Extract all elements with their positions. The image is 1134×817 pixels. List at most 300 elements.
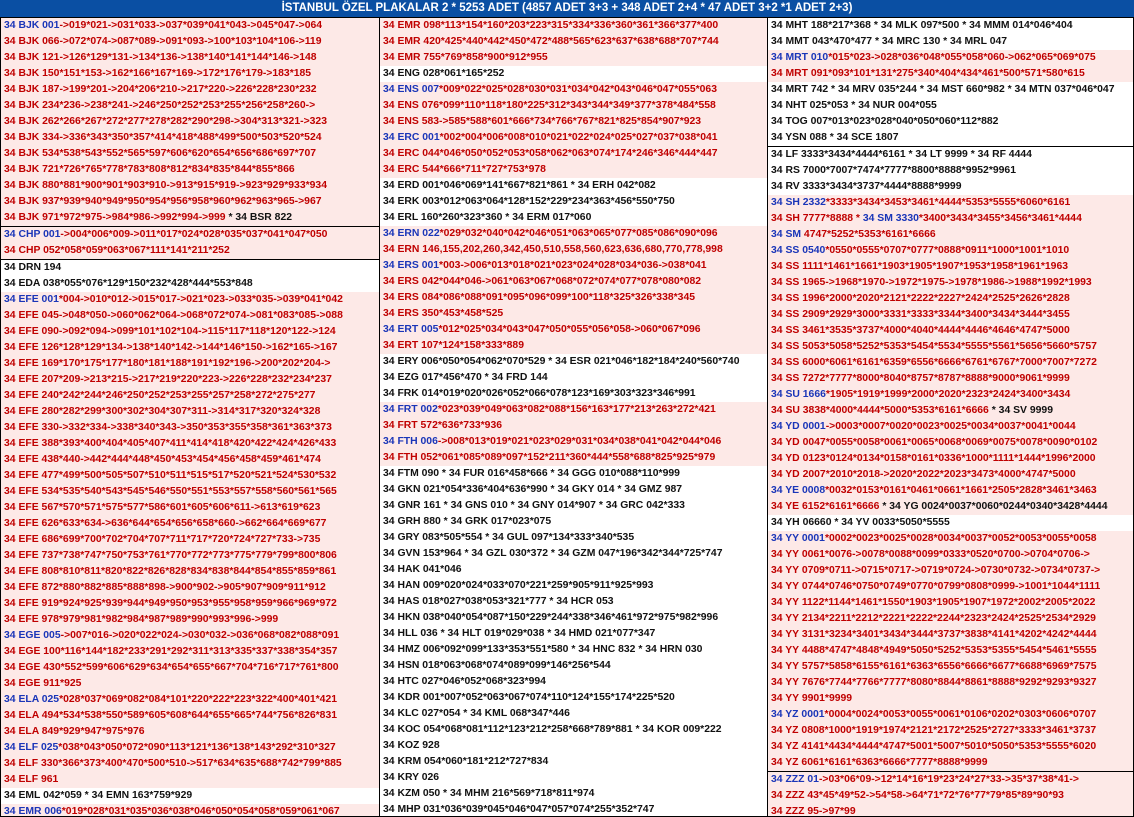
plate-text: *0550*0555*0707*0777*0888*0911*1000*1001*1010 — [825, 245, 1070, 256]
plate-text: 34 ERY 006*050*054*062*070*529 * 34 ESR 021*046*182*184*240*560*740 — [383, 356, 740, 367]
plate-line — [768, 467, 1133, 483]
plate-text: 34 YY 2134*2211*2212*2221*2222*2244*2323*2424*2525*2534*2929 — [771, 613, 1096, 624]
plate-line — [380, 530, 767, 546]
plate-line — [380, 130, 767, 146]
plate-line — [380, 482, 767, 498]
plate-text: 34 ERC 544*666*711*727*753*978 — [383, 164, 546, 175]
plate-text: 34 ERK 003*012*063*064*128*152*229*234*363*456*550*750 — [383, 196, 675, 207]
plate-group — [768, 147, 1133, 772]
plate-text: 34 SM 3330 — [862, 213, 919, 224]
plate-line — [768, 531, 1133, 547]
plate-text: 34 EFE 388*393*400*404*405*407*411*414*418*420*422*424*426*433 — [4, 438, 337, 449]
plate-text: 34 FRT 002 — [383, 404, 438, 415]
plate-line — [768, 675, 1133, 691]
plate-line — [380, 418, 767, 434]
plate-line — [1, 388, 379, 404]
plate-text: 34 DRN 194 — [4, 262, 62, 273]
plate-text: 34 YY 0744*0746*0750*0749*0770*0799*0808*0999->1001*1044*1111 — [771, 581, 1101, 592]
plate-line — [380, 178, 767, 194]
plate-line — [1, 644, 379, 660]
plate-line — [768, 723, 1133, 739]
plate-line — [768, 355, 1133, 371]
plate-text: 34 BJK 187->199*201->204*206*210->217*220->226*228*230*232 — [4, 84, 317, 95]
plate-line — [380, 578, 767, 594]
plate-text: 34 SM — [771, 229, 802, 240]
plate-text: 34 HAS 018*027*038*053*321*777 * 34 HCR 053 — [383, 596, 614, 607]
plate-text: 34 SS 3461*3535*3737*4000*4040*4444*4446*4646*4747*5000 — [771, 325, 1070, 336]
plate-text: *029*032*040*042*046*051*063*065*077*085*086*090*096 — [439, 228, 718, 239]
plate-line — [1, 227, 379, 243]
plate-line — [768, 755, 1133, 771]
plate-text: 34 BJK 534*538*543*552*565*597*606*620*654*656*686*697*707 — [4, 148, 317, 159]
plate-text: 34 SU 1666 — [771, 389, 826, 400]
plate-text: 34 EFE 045->048*050->060*062*064->068*072*074->081*083*085->088 — [4, 310, 343, 321]
plate-line — [1, 516, 379, 532]
plate-text: ->004*006*009->011*017*024*028*035*037*041*047*050 — [60, 229, 328, 240]
plate-text: 34 EGE 911*925 — [4, 678, 82, 689]
plate-group — [1, 260, 379, 816]
plate-line — [380, 754, 767, 770]
plate-line — [768, 403, 1133, 419]
plate-text: 34 EFE 872*880*882*885*888*898->900*902->905*907*909*911*912 — [4, 582, 326, 593]
plate-line — [380, 354, 767, 370]
plate-text: 34 KRY 026 — [383, 772, 440, 783]
plate-text: 34 ZZZ 43*45*49*52->54*58->64*71*72*76*77*79*85*89*90*93 — [771, 790, 1064, 801]
plate-text: 34 YY 3131*3234*3401*3434*3444*3737*3838*4141*4202*4242*4444 — [771, 629, 1097, 640]
plate-text: 34 MHP 031*036*039*045*046*047*057*074*255*352*747 — [383, 804, 655, 815]
plate-text: 34 EFE 919*924*925*939*944*949*950*953*955*958*959*966*969*972 — [4, 598, 337, 609]
plate-text: 34 BJK 721*726*765*778*783*808*812*834*835*844*855*866 — [4, 164, 295, 175]
plate-text: 34 ERT 107*124*158*333*889 — [383, 340, 524, 351]
plate-text: 34 MRT 091*093*101*131*275*340*404*434*461*500*571*580*615 — [771, 68, 1085, 79]
plate-line — [1, 292, 379, 308]
plate-text: 34 YY 0061*0076->0078*0088*0099*0333*0520*0700->0704*0706-> — [771, 549, 1090, 560]
plate-text: 34 EGE 100*116*144*182*233*291*292*311*313*335*337*338*354*357 — [4, 646, 338, 657]
plate-line — [380, 258, 767, 274]
plate-line — [380, 226, 767, 242]
plate-text: *019*028*031*035*036*038*046*050*054*058*059*061*067 — [61, 806, 340, 816]
plate-line — [380, 242, 767, 258]
plate-line — [1, 98, 379, 114]
plate-line — [380, 802, 767, 816]
plate-text: 34 HMZ 006*092*099*133*353*551*580 * 34 HNC 832 * 34 HRN 030 — [383, 644, 703, 655]
plate-text: 34 EGE 430*552*599*606*629*634*654*655*667*704*716*717*761*800 — [4, 662, 339, 673]
plate-line — [1, 114, 379, 130]
plate-text: 34 GKN 021*054*336*404*636*990 * 34 GKY 014 * 34 GMZ 987 — [383, 484, 683, 495]
plate-line — [1, 564, 379, 580]
plate-line — [1, 436, 379, 452]
plate-line — [380, 786, 767, 802]
plate-line — [1, 420, 379, 436]
plate-line — [1, 146, 379, 162]
plate-line — [768, 82, 1133, 98]
plate-line — [380, 626, 767, 642]
plate-text: 34 YE 6152*6161*6666 — [771, 501, 880, 512]
plate-text: 34 BJK 971*972*975->984*986->992*994->999 — [4, 212, 226, 223]
plate-text: 34 EMR 755*769*858*900*912*955 — [383, 52, 548, 63]
plate-line — [768, 163, 1133, 179]
plate-text: 34 YH 06660 * 34 YV 0033*5050*5555 — [771, 517, 950, 528]
plate-text: 34 KDR 001*007*052*063*067*074*110*124*155*174*225*520 — [383, 692, 675, 703]
plate-text: 34 ERT 005 — [383, 324, 439, 335]
plate-text: 34 GRY 083*505*554 * 34 GUL 097*134*333*340*535 — [383, 532, 635, 543]
plate-text: 34 ERC 001 — [383, 132, 440, 143]
plate-text: 34 HAN 009*020*024*033*070*221*259*905*911*925*993 — [383, 580, 654, 591]
plate-text: ->008*013*019*021*023*029*031*034*038*041*042*044*046 — [437, 436, 722, 447]
plate-line — [380, 18, 767, 34]
plate-text: 34 ERS 084*086*088*091*095*096*099*100*118*325*326*338*345 — [383, 292, 696, 303]
plate-line — [380, 370, 767, 386]
plate-line — [380, 338, 767, 354]
plate-text: 34 LF 3333*3434*4444*6161 * 34 LT 9999 * 34 RF 4444 — [771, 149, 1032, 160]
plate-line — [1, 500, 379, 516]
plate-text: 34 EFE 477*499*500*505*507*510*511*515*517*520*521*524*530*532 — [4, 470, 337, 481]
plate-text: 34 HLL 036 * 34 HLT 019*029*038 * 34 HMD 021*077*347 — [383, 628, 656, 639]
plate-text: 34 YSN 088 * 34 SCE 1807 — [771, 132, 899, 143]
plate-text: 34 EFE 567*570*571*575*577*586*601*605*606*611->613*619*623 — [4, 502, 321, 513]
plate-line — [768, 611, 1133, 627]
plate-column-1 — [1, 18, 380, 816]
plate-line — [768, 804, 1133, 816]
plate-line — [380, 594, 767, 610]
plate-text: 34 ERN 022 — [383, 228, 440, 239]
plate-text: 34 ENS 007 — [383, 84, 440, 95]
page-title: İSTANBUL ÖZEL PLAKALAR 2 * 5253 ADET (4857 ADET 3+3 + 348 ADET 2+4 * 47 ADET 3+2 *1 ADET 2+3) — [281, 2, 853, 14]
plate-line — [380, 770, 767, 786]
plate-text: *1905*1919*1999*2000*2020*2323*2424*3400*3434 — [825, 389, 1071, 400]
plate-line — [1, 324, 379, 340]
plate-text: 34 HKN 038*040*054*087*150*229*244*338*346*461*972*975*982*996 — [383, 612, 719, 623]
plate-line — [380, 114, 767, 130]
plate-line — [768, 50, 1133, 66]
plate-text: *012*025*034*043*047*050*055*056*058->060*067*096 — [438, 324, 701, 335]
plate-line — [1, 676, 379, 692]
plate-line — [380, 450, 767, 466]
plate-line — [768, 643, 1133, 659]
plate-text: 34 ENS 583->585*588*601*666*734*766*767*821*825*854*907*923 — [383, 116, 702, 127]
plate-line — [768, 371, 1133, 387]
plate-text: 34 SS 5053*5058*5252*5353*5454*5534*5555*5561*5656*5660*5757 — [771, 341, 1097, 352]
plate-line — [768, 98, 1133, 114]
plate-text: 34 EFE 686*699*700*702*704*707*711*717*720*724*727*733->735 — [4, 534, 321, 545]
plate-text: *028*037*069*082*084*101*220*222*223*322*400*401*421 — [59, 694, 338, 705]
plate-text: 34 EFE 808*810*811*820*822*826*828*834*838*844*854*855*859*861 — [4, 566, 337, 577]
plate-text: 34 KOZ 928 — [383, 740, 440, 751]
plate-line — [768, 739, 1133, 755]
plate-line — [768, 387, 1133, 403]
plate-text: 34 EFE 169*170*175*177*180*181*188*191*192*196->200*202*204-> — [4, 358, 331, 369]
plate-text: 34 HAK 041*046 — [383, 564, 462, 575]
plate-line — [380, 562, 767, 578]
plate-line — [768, 627, 1133, 643]
plate-line — [380, 146, 767, 162]
plate-line — [380, 98, 767, 114]
plate-text: 34 YD 0001 — [771, 421, 826, 432]
plate-text: 34 SS 1996*2000*2020*2121*2222*2227*2424*2525*2626*2828 — [771, 293, 1070, 304]
plate-text: 34 BJK 262*266*267*272*277*278*282*290*298->304*313*321->323 — [4, 116, 327, 127]
plate-line — [1, 548, 379, 564]
plate-line — [768, 211, 1133, 227]
plate-text: 34 EML 042*059 * 34 EMN 163*759*929 — [4, 790, 193, 801]
plate-text: ->0003*0007*0020*0023*0025*0034*0037*0041*0044 — [825, 421, 1076, 432]
plate-line — [768, 772, 1133, 788]
plate-text: 34 KRM 054*060*181*212*727*834 — [383, 756, 549, 767]
plate-line — [380, 194, 767, 210]
plate-group — [768, 772, 1133, 816]
plate-line — [380, 546, 767, 562]
plate-line — [1, 260, 379, 276]
plate-text: 34 YZ 4141*4434*4444*4747*5001*5007*5010*5050*5353*5555*6020 — [771, 741, 1097, 752]
plate-line — [380, 658, 767, 674]
plate-text: 34 ZZZ 01 — [771, 774, 819, 785]
plate-line — [380, 162, 767, 178]
plate-text: 34 HTC 027*046*052*068*323*994 — [383, 676, 546, 687]
plate-line — [1, 612, 379, 628]
plate-text: 34 KOC 054*068*081*112*123*212*258*668*789*881 * 34 KOR 009*222 — [383, 724, 722, 735]
plate-line — [1, 340, 379, 356]
plate-text: 34 EFE 126*128*129*134->138*140*142->144*146*150->162*165->167 — [4, 342, 338, 353]
plate-text: ->007*016->020*022*024->030*032->036*068*082*088*091 — [60, 630, 340, 641]
plate-text: 34 EZG 017*456*470 * 34 FRD 144 — [383, 372, 548, 383]
plate-line — [380, 66, 767, 82]
plate-text: 34 BJK 937*939*940*949*950*954*956*958*960*962*963*965->967 — [4, 196, 322, 207]
plate-text: 34 CHP 052*058*059*063*067*111*141*211*252 — [4, 245, 230, 256]
plate-line — [768, 483, 1133, 499]
plate-line — [1, 372, 379, 388]
plate-line — [1, 740, 379, 756]
plate-line — [768, 691, 1133, 707]
plate-text: 34 ERS 042*044*046->061*063*067*068*072*074*077*078*080*082 — [383, 276, 702, 287]
plate-text: 34 ELA 494*534*538*550*589*605*608*644*655*665*744*756*826*831 — [4, 710, 338, 721]
plate-line — [768, 435, 1133, 451]
plate-text: 34 FRK 014*019*020*026*052*066*078*123*169*303*323*346*991 — [383, 388, 696, 399]
plate-line — [768, 595, 1133, 611]
plate-line — [380, 290, 767, 306]
plate-text: *023*039*049*063*082*088*156*163*177*213*263*272*421 — [437, 404, 716, 415]
plate-text: 34 YZ 0808*1000*1919*1974*2121*2172*2525*2727*3333*3461*3737 — [771, 725, 1097, 736]
plate-text: 34 YY 9901*9999 — [771, 693, 853, 704]
plate-column-3 — [768, 18, 1133, 816]
plate-text: 34 YY 7676*7744*7766*7777*8080*8844*8861*8888*9292*9293*9327 — [771, 677, 1097, 688]
plate-text: 34 SH 7777*8888 * — [771, 213, 863, 224]
plate-column-2 — [380, 18, 768, 816]
plate-text: 34 ELF 961 — [4, 774, 59, 785]
plate-line — [768, 579, 1133, 595]
plate-text: 34 SU 3838*4000*4444*5000*5353*6161*6666 — [771, 405, 989, 416]
plate-group — [1, 18, 379, 227]
plate-line — [380, 722, 767, 738]
plate-text: 34 EDA 038*055*076*129*150*232*428*444*553*848 — [4, 278, 253, 289]
plate-text: 34 FTH 052*061*085*089*097*152*211*360*444*558*688*825*925*979 — [383, 452, 716, 463]
plate-line — [768, 195, 1133, 211]
plate-line — [1, 708, 379, 724]
plate-text: 34 KZM 050 * 34 MHM 216*569*718*811*974 — [383, 788, 595, 799]
plate-line — [380, 50, 767, 66]
plate-text: 34 BJK 150*151*153->162*166*167*169->172*176*179->183*185 — [4, 68, 312, 79]
plate-text: 34 RS 7000*7007*7474*7777*8800*8888*9952*9961 — [771, 165, 1016, 176]
plate-line — [380, 322, 767, 338]
plate-text: *0002*0023*0025*0028*0034*0037*0052*0053*0055*0058 — [824, 533, 1097, 544]
plate-line — [1, 82, 379, 98]
plate-text: 34 BJK 234*236->238*241->246*250*252*253*255*256*258*260-> — [4, 100, 316, 111]
plate-text: 34 ERC 044*046*050*052*053*058*062*063*074*174*246*346*444*447 — [383, 148, 718, 159]
plate-text: 34 YY 0001 — [771, 533, 825, 544]
plate-line — [1, 50, 379, 66]
plate-line — [768, 179, 1133, 195]
plate-line — [380, 34, 767, 50]
plate-text: *009*022*025*028*030*031*034*042*043*046*047*055*063 — [439, 84, 717, 95]
plate-text: 34 KLC 027*054 * 34 KML 068*347*446 — [383, 708, 570, 719]
plate-line — [768, 547, 1133, 563]
plate-line — [768, 18, 1133, 34]
plate-line — [1, 580, 379, 596]
plate-text: 34 EFE 737*738*747*750*753*761*770*772*773*775*779*799*800*806 — [4, 550, 337, 561]
plate-line — [1, 468, 379, 484]
plate-list-table — [0, 17, 1134, 817]
plate-text: * 34 SV 9999 — [988, 405, 1053, 416]
plate-text: 34 BJK 001 — [4, 20, 60, 31]
plate-text: 34 EMR 420*425*440*442*450*472*488*565*623*637*638*688*707*744 — [383, 36, 719, 47]
plate-text: 34 SS 0540 — [771, 245, 826, 256]
plate-line — [1, 628, 379, 644]
plate-text: 34 GVN 153*964 * 34 GZL 030*372 * 34 GZM 047*196*342*344*725*747 — [383, 548, 723, 559]
plate-line — [1, 130, 379, 146]
plate-text: 34 MMT 043*470*477 * 34 MRC 130 * 34 MRL 047 — [771, 36, 1008, 47]
plate-line — [768, 259, 1133, 275]
plate-text: 34 YY 5757*5858*6155*6161*6363*6556*6666*6677*6688*6969*7575 — [771, 661, 1097, 672]
plate-line — [1, 178, 379, 194]
plate-line — [380, 402, 767, 418]
plate-line — [1, 18, 379, 34]
plate-text: 34 GRH 880 * 34 GRK 017*023*075 — [383, 516, 552, 527]
plate-text: 34 EFE 626*633*634->636*644*654*656*658*660->662*664*669*677 — [4, 518, 327, 529]
plate-line — [1, 756, 379, 772]
plate-line — [768, 130, 1133, 146]
plate-text: 34 RV 3333*3434*3737*4444*8888*9999 — [771, 181, 962, 192]
plate-text: 34 YD 0047*0055*0058*0061*0065*0068*0069*0075*0078*0090*0102 — [771, 437, 1098, 448]
plate-text: 34 ERL 160*260*323*360 * 34 ERM 017*060 — [383, 212, 592, 223]
plate-text: 34 MHT 188*217*368 * 34 MLK 097*500 * 34 MMM 014*046*404 — [771, 20, 1073, 31]
plate-line — [768, 451, 1133, 467]
plate-text: 34 YY 0709*0711->0715*0717->0719*0724->0730*0732->0734*0737-> — [771, 565, 1101, 576]
plate-line — [768, 34, 1133, 50]
plate-line — [380, 274, 767, 290]
plate-line — [380, 738, 767, 754]
plate-line — [1, 162, 379, 178]
plate-text: 34 EGE 005 — [4, 630, 61, 641]
plate-line — [768, 659, 1133, 675]
plate-text: 34 EMR 006 — [4, 806, 62, 816]
plate-line — [380, 706, 767, 722]
plate-text: 34 YZ 6061*6161*6363*6666*7777*8888*9999 — [771, 757, 988, 768]
plate-text: 34 ENS 076*099*110*118*180*225*312*343*344*349*377*378*484*558 — [383, 100, 716, 111]
plate-line — [380, 610, 767, 626]
plate-line — [768, 323, 1133, 339]
plate-text: 34 FTH 006 — [383, 436, 438, 447]
plate-line — [1, 276, 379, 292]
plate-line — [380, 210, 767, 226]
plate-line — [1, 724, 379, 740]
plate-line — [768, 419, 1133, 435]
plate-line — [1, 356, 379, 372]
plate-line — [1, 404, 379, 420]
plate-line — [380, 642, 767, 658]
plate-text: 34 ERN 146,155,202,260,342,450,510,558,560,623,636,680,770,778,998 — [383, 244, 723, 255]
plate-text: *3400*3434*3455*3456*3461*4444 — [918, 213, 1082, 224]
plate-line — [768, 788, 1133, 804]
plate-text: 34 SS 2909*2929*3000*3331*3333*3344*3400*3434*3444*3455 — [771, 309, 1070, 320]
plate-text: *0004*0024*0053*0055*0061*0106*0202*0303*0606*0707 — [824, 709, 1097, 720]
plate-text: 34 BJK 334->336*343*350*357*414*418*488*499*500*503*520*524 — [4, 132, 322, 143]
plate-text: 34 ELF 330*366*373*400*470*500*510->517*634*635*688*742*799*885 — [4, 758, 342, 769]
plate-line — [1, 308, 379, 324]
plate-group — [1, 227, 379, 260]
plate-text: 34 FTM 090 * 34 FUR 016*458*666 * 34 GGG 010*088*110*999 — [383, 468, 680, 479]
plate-line — [1, 34, 379, 50]
plate-text: 34 SS 1965->1968*1970->1972*1975->1978*1986->1988*1992*1993 — [771, 277, 1092, 288]
plate-line — [1, 484, 379, 500]
plate-text: 34 ERS 350*453*458*525 — [383, 308, 504, 319]
plate-line — [1, 66, 379, 82]
plate-text: 34 BJK 066->072*074->087*089->091*093->100*103*104*106->119 — [4, 36, 322, 47]
plate-line — [1, 788, 379, 804]
plate-line — [380, 306, 767, 322]
plate-line — [1, 660, 379, 676]
plate-line — [1, 243, 379, 259]
plate-line — [768, 339, 1133, 355]
plate-line — [1, 692, 379, 708]
plate-text: *038*043*050*072*090*113*121*136*138*143*292*310*327 — [58, 742, 336, 753]
plate-text: 34 SH 2332 — [771, 197, 826, 208]
plate-text: 34 GNR 161 * 34 GNS 010 * 34 GNY 014*907 * 34 GRC 042*333 — [383, 500, 685, 511]
plate-text: *002*004*006*008*010*021*022*024*025*027*037*038*041 — [439, 132, 718, 143]
plate-line — [768, 243, 1133, 259]
plate-line — [1, 772, 379, 788]
plate-line — [768, 227, 1133, 243]
plate-text: 34 EFE 090->092*094->099*101*102*104->115*117*118*120*122->124 — [4, 326, 336, 337]
plate-text: 34 YY 4488*4747*4848*4949*5050*5252*5353*5355*5454*5461*5555 — [771, 645, 1097, 656]
plate-text: 34 ENG 028*061*165*252 — [383, 68, 505, 79]
plate-text: 34 EFE 207*209->213*215->217*219*220*223->226*228*232*234*237 — [4, 374, 332, 385]
plate-line — [768, 499, 1133, 515]
plate-text: 34 SS 7272*7777*8000*8040*8757*8787*8888*9000*9061*9999 — [771, 373, 1070, 384]
plate-line — [380, 466, 767, 482]
plate-line — [380, 82, 767, 98]
plate-text: 34 ELF 025 — [4, 742, 59, 753]
plate-line — [768, 291, 1133, 307]
plate-text: 34 MRT 010 — [771, 52, 829, 63]
plate-text: 34 FRT 572*636*733*936 — [383, 420, 503, 431]
plate-line — [768, 707, 1133, 723]
plate-group — [380, 18, 767, 816]
plate-line — [1, 194, 379, 210]
plate-line — [380, 514, 767, 530]
plate-text: * 34 BSR 822 — [225, 212, 293, 223]
plate-text: 34 EFE 001 — [4, 294, 59, 305]
plate-text: 34 EFE 280*282*299*300*302*304*307*311->314*317*320*324*328 — [4, 406, 321, 417]
plate-text: 34 EMR 098*113*154*160*203*223*315*334*336*360*361*366*377*400 — [383, 20, 719, 31]
plate-text: 34 EFE 978*979*981*982*984*987*989*990*993*996->999 — [4, 614, 279, 625]
plate-line — [1, 452, 379, 468]
plate-line — [768, 275, 1133, 291]
plate-text: *004->010*012->015*017->021*023->033*035->039*041*042 — [58, 294, 343, 305]
plate-text: 34 EFE 330->332*334->338*340*343->350*353*355*358*361*363*373 — [4, 422, 332, 433]
plate-text: 34 SS 1111*1461*1661*1903*1905*1907*1953*1958*1961*1963 — [771, 261, 1069, 272]
plate-text: 34 EFE 534*535*540*543*545*546*550*551*553*557*558*560*561*565 — [4, 486, 337, 497]
plate-line — [1, 210, 379, 226]
plate-line — [380, 498, 767, 514]
plate-text: 34 MRT 742 * 34 MRV 035*244 * 34 MST 660*982 * 34 MTN 037*046*047 — [771, 84, 1115, 95]
